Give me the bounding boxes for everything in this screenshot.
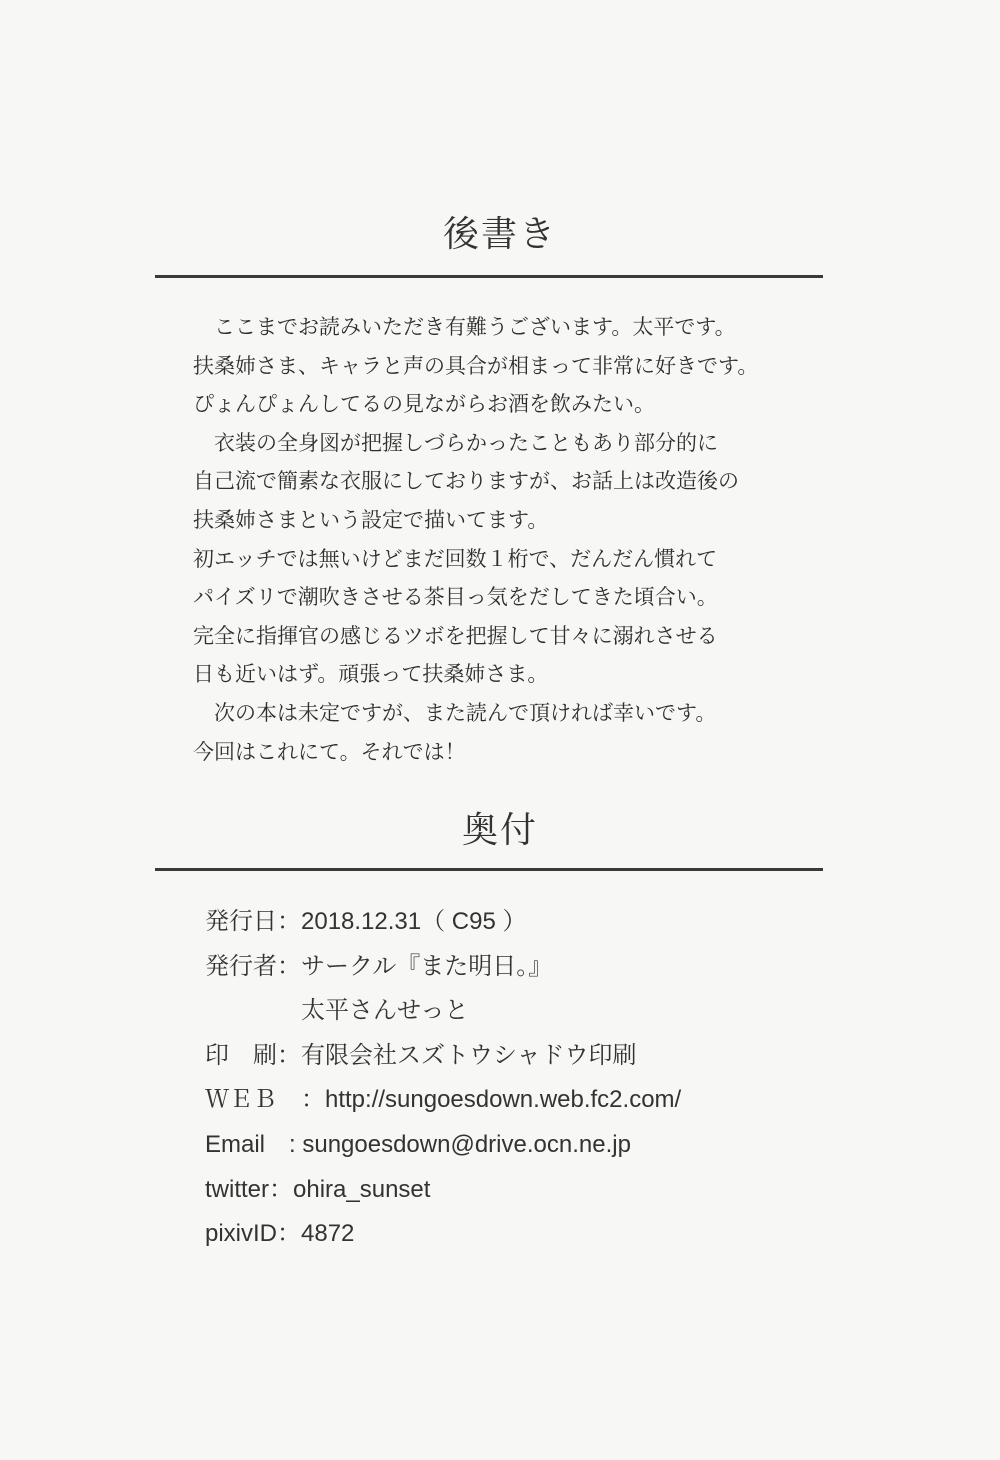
colophon-printer: 印 刷：有限会社スズトウシャドウ印刷 — [205, 1041, 637, 1069]
afterword-line: 完全に指揮官の感じるツボを把握して甘々に溺れさせる — [193, 623, 718, 648]
colophon-pixiv: pixivID：4872 — [205, 1220, 355, 1248]
afterword-body — [193, 308, 813, 771]
afterword-line: 次の本は未定ですが、また読んで頂ければ幸いです。 — [193, 700, 717, 725]
colophon-divider — [155, 868, 823, 871]
colophon-twitter: twitter：ohira_sunset — [205, 1175, 431, 1203]
colophon-web: ＷＥＢ ：http://sungoesdown.web.fc2.com/ — [205, 1086, 682, 1114]
colophon-body — [205, 900, 825, 1257]
colophon-email: Email : sungoesdown@drive.ocn.ne.jp — [205, 1130, 631, 1158]
afterword-line: 自己流で簡素な衣服にしておりますが、お話上は改造後の — [193, 469, 739, 494]
afterword-line: ここまでお読みいただき有難うございます。太平です。 — [193, 315, 736, 339]
colophon-title: 奥付 — [461, 810, 538, 851]
afterword-line: 日も近いはず。頑張って扶桑姉さま。 — [193, 662, 549, 687]
colophon-publish-date: 発行日：2018.12.31（ C95 ） — [205, 908, 527, 935]
colophon-publisher-name: 太平さんせっと — [205, 997, 469, 1025]
afterword-line: 初エッチでは無いけどまだ回数１桁で、だんだん慣れて — [193, 546, 718, 571]
afterword-line: ぴょんぴょんしてるの見ながらお酒を飲みたい。 — [193, 392, 655, 417]
colophon-publisher: 発行者：サークル『また明日。』 — [205, 952, 553, 980]
afterword-line: 扶桑姉さま、キャラと声の具合が相まって非常に好きです。 — [193, 353, 759, 378]
afterword-line: 扶桑姉さまという設定で描いてます。 — [193, 507, 549, 532]
afterword-divider — [155, 275, 823, 278]
afterword-line: 今回はこれにて。それでは！ — [193, 739, 466, 764]
afterword-line: パイズリで潮吹きさせる茶目っ気をだしてきた頃合い。 — [193, 585, 718, 610]
afterword-line: 衣装の全身図が把握しづらかったこともあり部分的に — [193, 430, 718, 455]
afterword-title: 後書き — [442, 214, 557, 255]
